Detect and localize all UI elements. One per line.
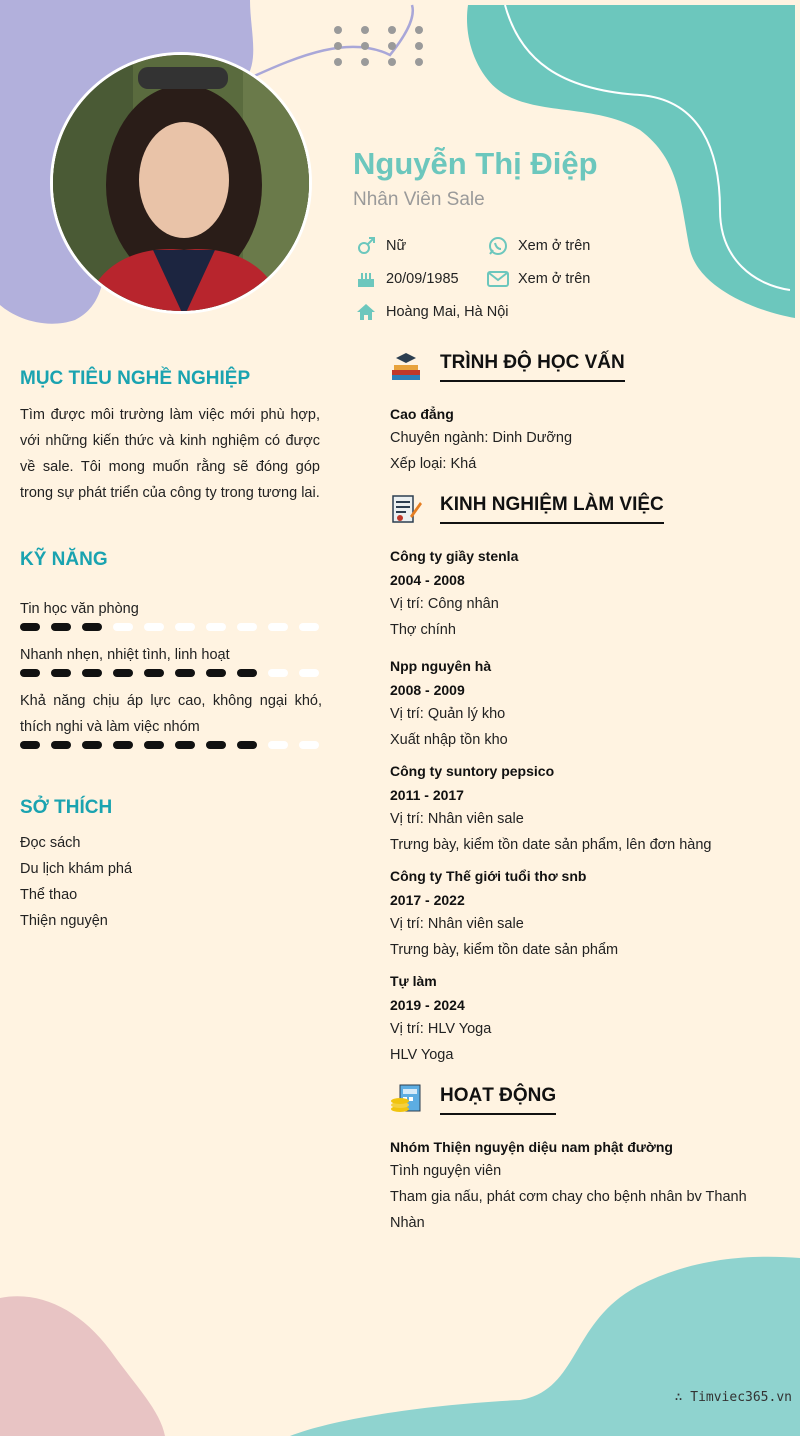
skill-dot-empty (268, 623, 288, 631)
address-value: Hoàng Mai, Hà Nội (386, 304, 509, 320)
birthday-row (355, 269, 459, 289)
education-school: Cao đẳng (390, 406, 454, 422)
education-major: Chuyên ngành: Dinh Dưỡng (390, 430, 573, 446)
activity-org: Nhóm Thiện nguyện diệu nam phật đường (390, 1139, 673, 1155)
job-company: Công ty Thế giới tuổi thơ snb (390, 868, 587, 884)
skill-dot-filled (20, 741, 40, 749)
job-company: Công ty giầy stenla (390, 548, 519, 564)
candidate-role: Nhân Viên Sale (353, 189, 485, 210)
objective-title: MỤC TIÊU NGHỀ NGHIỆP (20, 368, 251, 389)
skill-dot-filled (175, 669, 195, 677)
job-company: Công ty suntory pepsico (390, 763, 555, 779)
activities-header (390, 1083, 556, 1115)
phone-row (487, 236, 590, 256)
skill-label-1: Tin học văn phòng (20, 601, 139, 617)
job-desc: Xuất nhập tồn kho (390, 732, 508, 748)
job-position: Vị trí: Quản lý kho (390, 706, 506, 722)
skill-dot-empty (299, 623, 319, 631)
home-icon (355, 302, 377, 322)
objective-text: Tìm được môi trường làm việc mới phù hợp, với những kiến thức và kinh nghiệm có được về sale. Tôi mong muốn rằng sẽ đóng góp trong sự phát triển của công ty trong tương lai. (20, 407, 320, 501)
pink-blob (0, 1296, 165, 1436)
skill-dot-filled (144, 669, 164, 677)
job-years: 2008 - 2009 (390, 682, 465, 698)
job-desc: Thợ chính (390, 622, 456, 638)
experience-icon (390, 492, 422, 524)
skill-dot-filled (20, 669, 40, 677)
skill-dot-empty (206, 623, 226, 631)
skill-dot-empty (113, 623, 133, 631)
job-position: Vị trí: HLV Yoga (390, 1021, 492, 1037)
skill-dot-filled (206, 741, 226, 749)
address-row (355, 302, 509, 322)
footer-watermark: ∴ Timviec365.vn (674, 1390, 792, 1405)
phone-value[interactable]: Xem ở trên (518, 238, 591, 254)
skill-dot-filled (237, 741, 257, 749)
experience-header (390, 492, 664, 524)
job-company: Npp nguyên hà (390, 658, 492, 674)
skill-rating-1 (20, 623, 319, 631)
avatar (50, 52, 312, 314)
teal-bottom-blob (290, 1257, 800, 1436)
job-years: 2017 - 2022 (390, 892, 465, 908)
candidate-name: Nguyễn Thị Điệp (353, 146, 598, 181)
job-position: Vị trí: Nhân viên sale (390, 811, 524, 827)
job-company: Tự làm (390, 973, 437, 989)
skill-dot-filled (82, 669, 102, 677)
skill-dot-filled (237, 669, 257, 677)
birthday-value: 20/09/1985 (386, 271, 459, 287)
hobby-item: Đọc sách (20, 835, 81, 851)
hobby-item: Du lịch khám phá (20, 861, 133, 877)
skill-label-3: Khả năng chịu áp lực cao, không ngại khó, thích nghi và làm việc nhóm (20, 693, 322, 735)
job-years: 2004 - 2008 (390, 572, 465, 588)
skill-dot-empty (144, 623, 164, 631)
skill-dot-filled (113, 741, 133, 749)
skill-rating-3 (20, 741, 319, 749)
gender-row (355, 236, 406, 256)
activity-desc-line1: Tham gia nấu, phát cơm chay cho bệnh nhân bv Thanh (390, 1189, 747, 1205)
job-desc: HLV Yoga (390, 1047, 454, 1063)
skill-dot-filled (206, 669, 226, 677)
experience-title: KINH NGHIỆM LÀM VIỆC (440, 494, 664, 524)
skill-dot-empty (175, 623, 195, 631)
activity-icon (390, 1083, 422, 1115)
skill-dot-empty (299, 741, 319, 749)
skill-dot-filled (51, 669, 71, 677)
education-title: TRÌNH ĐỘ HỌC VẤN (440, 352, 625, 382)
email-row (487, 269, 590, 289)
job-position: Vị trí: Nhân viên sale (390, 916, 524, 932)
skill-dot-filled (51, 741, 71, 749)
activities-title: HOẠT ĐỘNG (440, 1085, 556, 1115)
activity-desc-line2: Nhàn (390, 1215, 425, 1231)
graduation-icon (390, 350, 422, 382)
skill-dot-filled (82, 741, 102, 749)
whatsapp-icon (487, 236, 509, 256)
purple-curve (250, 5, 413, 78)
job-years: 2019 - 2024 (390, 997, 465, 1013)
skill-dot-filled (82, 623, 102, 631)
activity-role: Tình nguyện viên (390, 1163, 502, 1179)
skill-dot-empty (268, 741, 288, 749)
gender-icon (355, 236, 377, 256)
skill-dot-empty (299, 669, 319, 677)
job-position: Vị trí: Công nhân (390, 596, 499, 612)
skill-dot-empty (268, 669, 288, 677)
gender-value: Nữ (386, 238, 407, 254)
skill-dot-filled (20, 623, 40, 631)
education-header (390, 350, 625, 382)
skill-rating-2 (20, 669, 319, 677)
email-value[interactable]: Xem ở trên (518, 271, 591, 287)
hobby-item: Thể thao (20, 887, 78, 903)
skill-label-2: Nhanh nhẹn, nhiệt tình, linh hoạt (20, 647, 230, 663)
cake-icon (355, 269, 377, 289)
skill-dot-empty (237, 623, 257, 631)
job-desc: Trưng bày, kiểm tồn date sản phẩm, lên đơn hàng (390, 837, 712, 853)
skills-title: KỸ NĂNG (20, 549, 108, 570)
hobbies-title: SỞ THÍCH (20, 797, 113, 818)
education-grade: Xếp loại: Khá (390, 456, 477, 472)
skill-dot-filled (144, 741, 164, 749)
skill-dot-filled (51, 623, 71, 631)
hobby-item: Thiện nguyện (20, 913, 108, 929)
mail-icon (487, 269, 509, 289)
skill-dot-filled (113, 669, 133, 677)
skill-dot-filled (175, 741, 195, 749)
job-years: 2011 - 2017 (390, 787, 464, 803)
job-desc: Trưng bày, kiểm tồn date sản phẩm (390, 942, 619, 958)
